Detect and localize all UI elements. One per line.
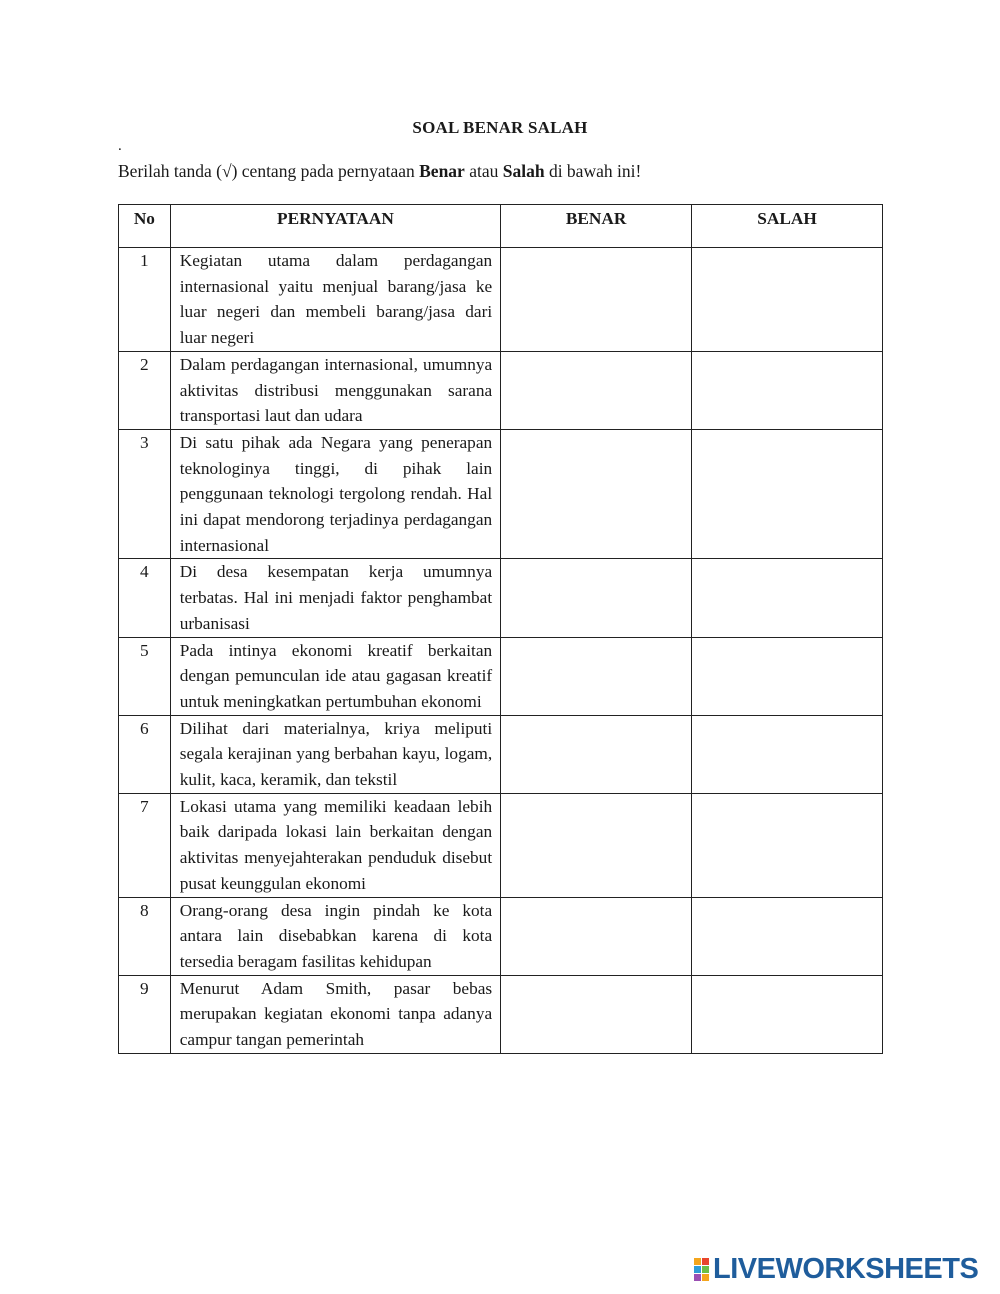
table-row (119, 897, 883, 975)
row-number: 8 (119, 897, 171, 975)
row-number: 6 (119, 715, 171, 793)
salah-answer-cell[interactable] (692, 897, 883, 975)
table-row (119, 793, 883, 897)
table-row (119, 637, 883, 715)
statement-text: Di desa kesempatan kerja umumnya terbatas. Hal ini menjadi faktor penghambat urbanisasi (170, 559, 500, 637)
true-false-table (118, 204, 883, 1054)
header-true: BENAR (501, 205, 692, 248)
statement-text: Lokasi utama yang memiliki keadaan lebih baik daripada lokasi lain berkaitan dengan aktivitas menyejahterakan penduduk disebut pusat keunggulan ekonomi (170, 793, 500, 897)
table-row (119, 715, 883, 793)
table-row (119, 248, 883, 352)
row-number: 1 (119, 248, 171, 352)
statement-text: Dilihat dari materialnya, kriya meliputi segala kerajinan yang berbahan kayu, logam, kulit, kaca, keramik, dan tekstil (170, 715, 500, 793)
benar-answer-cell[interactable] (501, 637, 692, 715)
salah-answer-cell[interactable] (692, 559, 883, 637)
salah-answer-cell[interactable] (692, 351, 883, 429)
table-row (119, 975, 883, 1053)
header-statement: PERNYATAAN (170, 205, 500, 248)
benar-answer-cell[interactable] (501, 897, 692, 975)
salah-answer-cell[interactable] (692, 429, 883, 559)
statement-text: Pada intinya ekonomi kreatif berkaitan dengan pemunculan ide atau gagasan kreatif untuk meningkatkan pertumbuhan ekonomi (170, 637, 500, 715)
row-number: 3 (119, 429, 171, 559)
liveworksheets-brand: LIVEWORKSHEETS (713, 1252, 979, 1285)
benar-answer-cell[interactable] (501, 351, 692, 429)
statement-text: Di satu pihak ada Negara yang penerapan teknologinya tinggi, di pihak lain penggunaan teknologi tergolong rendah. Hal ini dapat mendorong terjadinya perdagangan internasional (170, 429, 500, 559)
salah-answer-cell[interactable] (692, 975, 883, 1053)
statement-text: Kegiatan utama dalam perdagangan internasional yaitu menjual barang/jasa ke luar negeri dan membeli barang/jasa dari luar negeri (170, 248, 500, 352)
benar-bold: Benar (419, 161, 465, 181)
salah-answer-cell[interactable] (692, 793, 883, 897)
header-no: No (119, 205, 171, 248)
benar-answer-cell[interactable] (501, 248, 692, 352)
statement-text: Dalam perdagangan internasional, umumnya aktivitas distribusi menggunakan sarana transportasi laut dan udara (170, 351, 500, 429)
liveworksheets-logo (694, 1254, 978, 1284)
table-header-row (119, 205, 883, 248)
salah-answer-cell[interactable] (692, 637, 883, 715)
statement-text: Menurut Adam Smith, pasar bebas merupakan kegiatan ekonomi tanpa adanya campur tangan pemerintah (170, 975, 500, 1053)
page-title: SOAL BENAR SALAH (412, 118, 588, 137)
table-row (119, 351, 883, 429)
row-number: 5 (119, 637, 171, 715)
table-row (119, 429, 883, 559)
salah-answer-cell[interactable] (692, 715, 883, 793)
benar-answer-cell[interactable] (501, 559, 692, 637)
stray-dot: . (118, 138, 122, 154)
row-number: 4 (119, 559, 171, 637)
liveworksheets-icon (694, 1258, 709, 1281)
instruction-text: Berilah tanda (√) centang pada pernyataan Benar atau Salah di bawah ini! (118, 161, 642, 181)
salah-answer-cell[interactable] (692, 248, 883, 352)
benar-answer-cell[interactable] (501, 975, 692, 1053)
benar-answer-cell[interactable] (501, 429, 692, 559)
row-number: 9 (119, 975, 171, 1053)
row-number: 7 (119, 793, 171, 897)
statement-text: Orang-orang desa ingin pindah ke kota antara lain disebabkan karena di kota tersedia beragam fasilitas kehidupan (170, 897, 500, 975)
benar-answer-cell[interactable] (501, 793, 692, 897)
table-row (119, 559, 883, 637)
salah-bold: Salah (502, 161, 545, 181)
benar-answer-cell[interactable] (501, 715, 692, 793)
row-number: 2 (119, 351, 171, 429)
header-false: SALAH (692, 205, 883, 248)
